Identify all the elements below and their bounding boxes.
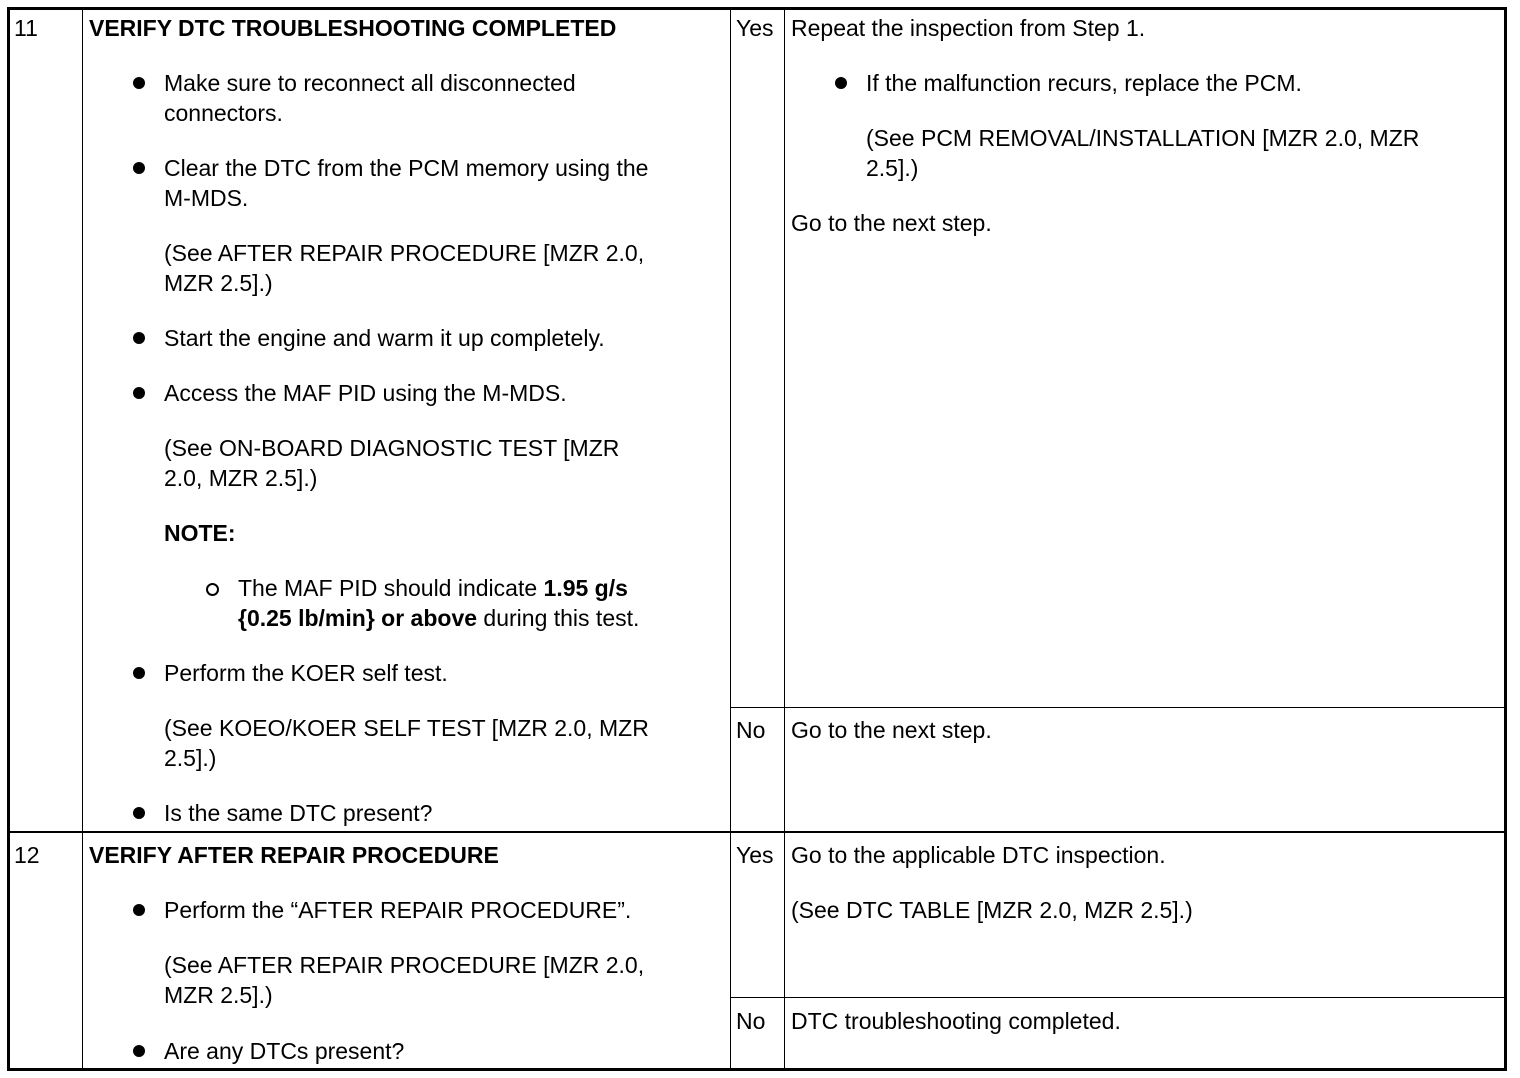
bullet-icon <box>133 77 145 89</box>
col-divider-action <box>784 7 785 1071</box>
note-value: 1.95 g/s <box>543 575 628 601</box>
reference-text: MZR 2.5].) <box>164 982 273 1008</box>
list-item: Access the MAF PID using the M-MDS. <box>164 380 567 406</box>
yes-no-divider-row12 <box>730 997 1507 998</box>
step-title: VERIFY AFTER REPAIR PROCEDURE <box>89 842 499 868</box>
reference-text: (See ON-BOARD DIAGNOSTIC TEST [MZR <box>164 435 620 461</box>
list-item: Clear the DTC from the PCM memory using the <box>164 155 649 181</box>
reference-text: (See DTC TABLE [MZR 2.0, MZR 2.5].) <box>791 897 1193 923</box>
open-bullet-icon <box>206 583 219 596</box>
step-number: 12 <box>14 842 40 868</box>
note-line <box>238 573 628 603</box>
yes-next: Go to the next step. <box>791 210 992 236</box>
list-item: Are any DTCs present? <box>164 1038 405 1064</box>
no-action: Go to the next step. <box>791 717 992 743</box>
bullet-icon <box>133 807 145 819</box>
bullet-icon <box>133 904 145 916</box>
bullet-icon <box>133 667 145 679</box>
reference-text: (See AFTER REPAIR PROCEDURE [MZR 2.0, <box>164 240 645 266</box>
border-top <box>7 7 1507 10</box>
yes-action: Repeat the inspection from Step 1. <box>791 15 1146 41</box>
note-text: during this test. <box>477 605 640 631</box>
list-item: Start the engine and warm it up completely. <box>164 325 605 351</box>
list-item: Make sure to reconnect all disconnected <box>164 70 576 96</box>
note-line-cont <box>238 603 639 633</box>
reference-text: (See KOEO/KOER SELF TEST [MZR 2.0, MZR <box>164 715 649 741</box>
list-item-cont: M-MDS. <box>164 185 249 211</box>
border-bottom <box>7 1068 1507 1071</box>
row-divider <box>7 831 1507 833</box>
step-number: 11 <box>14 15 38 41</box>
no-action: DTC troubleshooting completed. <box>791 1008 1121 1034</box>
yes-no-divider-row11 <box>730 707 1507 708</box>
reference-text: 2.5].) <box>866 155 919 181</box>
border-right <box>1504 7 1507 1071</box>
bullet-icon <box>133 162 145 174</box>
note-value: {0.25 lb/min} or above <box>238 605 478 631</box>
list-item-cont: connectors. <box>164 100 283 126</box>
list-item: Is the same DTC present? <box>164 800 433 826</box>
border-left <box>7 7 10 1071</box>
note-text: The MAF PID should indicate <box>238 575 544 601</box>
reference-text: 2.0, MZR 2.5].) <box>164 465 318 491</box>
col-divider-step <box>82 7 83 1071</box>
reference-text: 2.5].) <box>164 745 217 771</box>
note-label: NOTE: <box>164 520 236 546</box>
no-label: No <box>736 717 766 743</box>
bullet-icon <box>835 77 847 89</box>
list-item: Perform the KOER self test. <box>164 660 448 686</box>
col-divider-yesno <box>730 7 731 1071</box>
yes-label: Yes <box>736 15 774 41</box>
reference-text: MZR 2.5].) <box>164 270 273 296</box>
list-item: Perform the “AFTER REPAIR PROCEDURE”. <box>164 897 632 923</box>
bullet-icon <box>133 387 145 399</box>
yes-label: Yes <box>736 842 774 868</box>
no-label: No <box>736 1008 766 1034</box>
reference-text: (See PCM REMOVAL/INSTALLATION [MZR 2.0, MZR <box>866 125 1420 151</box>
yes-action: Go to the applicable DTC inspection. <box>791 842 1166 868</box>
bullet-icon <box>133 332 145 344</box>
step-title: VERIFY DTC TROUBLESHOOTING COMPLETED <box>89 15 617 41</box>
yes-bullet: If the malfunction recurs, replace the PCM. <box>866 70 1302 96</box>
reference-text: (See AFTER REPAIR PROCEDURE [MZR 2.0, <box>164 952 645 978</box>
bullet-icon <box>133 1045 145 1057</box>
